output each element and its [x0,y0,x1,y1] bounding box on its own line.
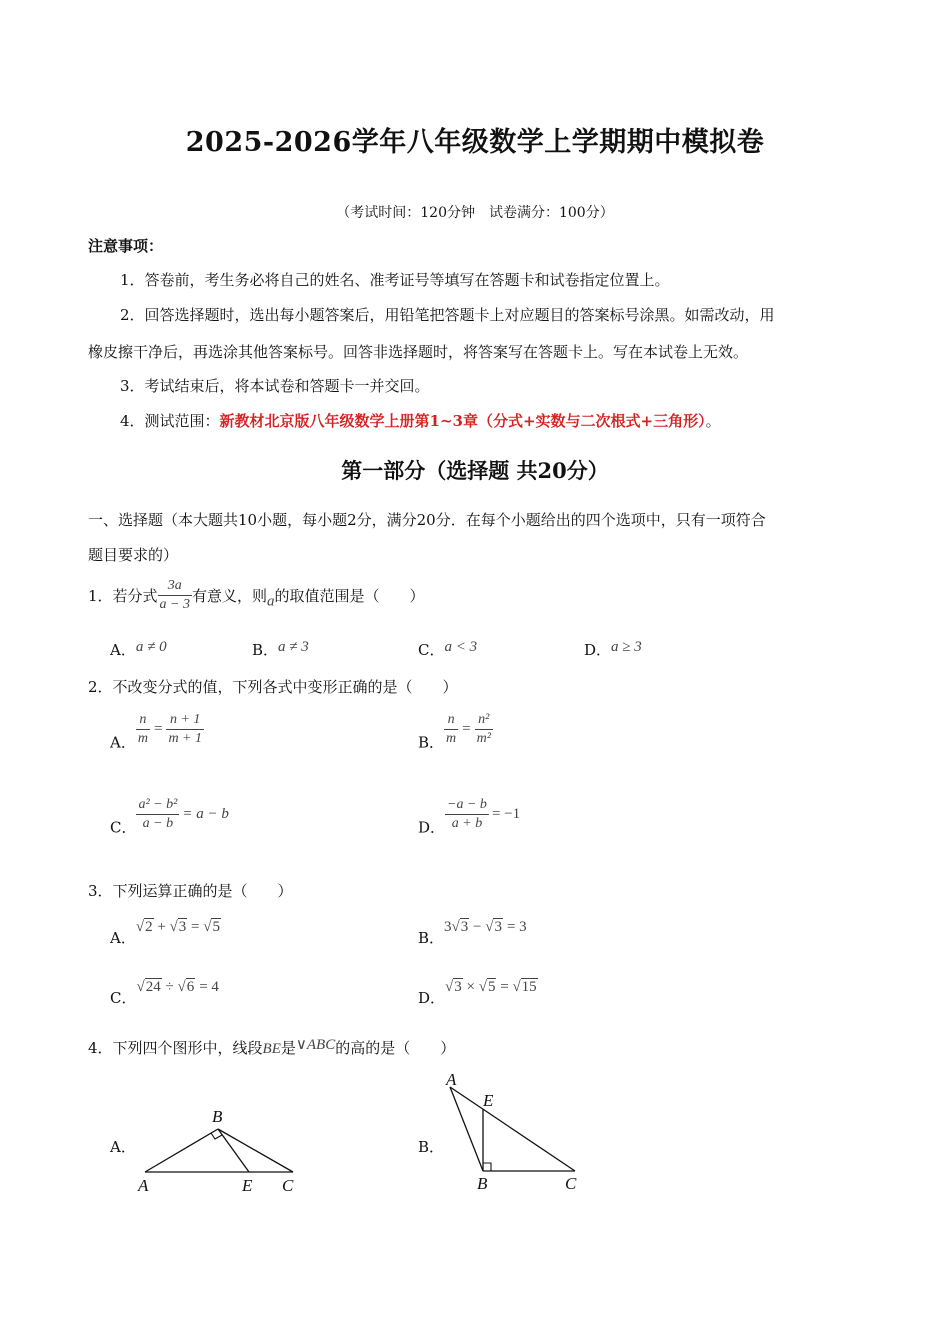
option-label: B． [418,733,445,752]
q1-suffix: 的取值范围是（ ） [274,587,425,605]
denominator: m [446,731,457,746]
option-label: C． [418,641,445,659]
radicand: 24 [145,979,161,995]
option-expr: a ≥ 3 [611,639,642,655]
sqrt: √15 [512,979,537,995]
radicand: 6 [186,979,195,995]
question-2: 2．不改变分式的值，下列各式中变形正确的是（ ） [88,678,458,696]
sqrt: √3 [485,919,502,935]
question-1 [88,577,425,614]
equals-sign: = [153,721,163,737]
exam-info: （考试时间：120分钟 试卷满分：100分） [336,205,614,221]
q2-option-d[interactable] [418,796,520,838]
fraction [475,711,493,748]
radicand: 3 [494,919,502,935]
test-range: 新教材北京版八年级数学上册第1~3章（分式+实数与二次根式+三角形） [219,412,706,430]
q3-option-a[interactable]: A．√2 + √3 = √5 [110,919,220,947]
q4-suffix: 的高的是（ ） [335,1039,456,1057]
option-label: C． [110,818,137,837]
q4-option-b-label: B． [418,1138,445,1156]
option-label: A． [110,733,136,752]
q2-option-c[interactable] [110,796,229,838]
numerator: a² − b² [136,796,179,815]
fraction [445,796,489,833]
notice-item-4-suffix: 。 [705,412,721,430]
q4-option-a-figure[interactable] [130,1100,310,1200]
label-e: E [242,1176,253,1195]
q2-option-a[interactable] [110,711,204,753]
option-label: B． [252,641,279,659]
segment-ab [145,1129,218,1172]
label-a: A [138,1176,149,1195]
sqrt: √3 [445,979,462,995]
numerator: n² [475,711,493,730]
sqrt: √5 [478,979,496,995]
notice-item-2-cont: 橡皮擦干净后，再选涂其他答案标号。回答非选择题时，将答案写在答题卡上。写在本试卷上无效。 [88,343,749,361]
denominator: m [137,731,148,746]
sqrt: √3 [451,919,469,935]
numerator: n [136,711,150,730]
segment-ac [450,1087,575,1171]
rhs: = −1 [491,806,521,822]
sqrt: √6 [177,979,195,995]
option-label: C． [110,989,137,1007]
radicand: 3 [454,979,462,995]
q4-triangle: ∨ABC [295,1037,336,1053]
option-label: A． [110,929,136,947]
denominator: m² [476,731,491,746]
option-expr: a ≠ 3 [278,639,309,655]
section-one-line-1: 一、选择题（本大题共10小题，每小题2分，满分20分．在每个小题给出的四个选项中，只有一项符合 [88,511,766,529]
denominator: m + 1 [168,731,202,746]
notice-item-4-prefix: 4．测试范围： [120,412,220,430]
q1-option-b[interactable] [252,639,309,660]
label-c: C [565,1174,577,1193]
q1-prefix: 1．若分式 [88,587,158,605]
sqrt: √3 [169,919,187,935]
sqrt: √5 [203,919,220,935]
q4-option-b-figure[interactable] [435,1066,595,1196]
equals-sign: = [462,721,471,737]
radicand: 5 [212,919,220,935]
radicand: 15 [521,979,537,995]
label-e: E [483,1091,494,1110]
option-label: D． [418,818,446,837]
notice-heading: 注意事项： [88,237,164,255]
part-one-heading: 第一部分（选择题 共20分） [341,458,609,483]
page-title: 2025-2026学年八年级数学上学期期中模拟卷 [185,127,765,158]
fraction [166,711,204,748]
option-label: B． [418,929,445,947]
numerator: −a − b [445,796,489,815]
q1-mid: 有意义，则 [192,587,268,605]
label-c: C [282,1176,294,1195]
segment-be [218,1129,249,1172]
fraction [444,711,458,748]
q1-var: a [267,593,275,610]
q1-numerator: 3a [158,577,192,596]
option-label: D． [584,641,612,659]
q4-segment: BE [262,1041,281,1057]
option-label: D． [418,989,446,1007]
notice-item-2: 2．回答选择题时，选出每小题答案后，用铅笔把答题卡上对应题目的答案标号涂黑。如需改动，用 [120,306,775,324]
radicand: 3 [178,919,187,935]
question-3: 3．下列运算正确的是（ ） [88,882,293,900]
question-4 [88,1037,455,1058]
q1-option-c[interactable] [418,639,477,660]
rhs: = 3 [506,919,527,935]
q2-option-b[interactable] [418,711,493,753]
sqrt: √24 [136,979,161,995]
option-label: A． [110,641,136,659]
q3-option-c[interactable]: C．√24 ÷ √6 = 4 [110,979,219,1007]
q1-option-d[interactable] [584,639,642,660]
coefficient: 3 [444,919,452,935]
sqrt: √2 [135,919,153,935]
right-angle-mark [211,1133,222,1139]
label-b: B [477,1174,488,1193]
section-one-line-2: 题目要求的） [88,546,179,564]
notice-item-3: 3．考试结束后，将本试卷和答题卡一并交回。 [120,377,430,395]
q4-option-a-label: A． [110,1138,136,1156]
q3-option-d[interactable]: D．√3 × √5 = √15 [418,979,537,1007]
label-a: A [446,1070,457,1089]
radicand: 5 [487,979,496,995]
option-expr: a ≠ 0 [135,639,167,655]
q3-option-b[interactable]: B．3√3 − √3 = 3 [418,919,527,947]
numerator: n + 1 [166,711,204,730]
rhs: = a − b [182,806,229,822]
segment-ab [450,1087,483,1171]
label-b: B [212,1107,223,1126]
numerator: n [444,711,458,730]
fraction [136,711,150,748]
fraction [136,796,179,833]
right-angle-mark [483,1163,491,1171]
option-expr: a < 3 [444,639,478,655]
q1-fraction [158,577,192,614]
notice-item-1: 1．答卷前，考生务必将自己的姓名、准考证号等填写在答题卡和试卷指定位置上。 [120,271,670,289]
segment-bc [218,1129,293,1172]
radicand: 3 [460,919,469,935]
radicand: 2 [145,919,153,935]
denominator: a + b [451,816,483,831]
notice-item-4 [120,411,721,431]
denominator: a − b [142,816,174,831]
q1-option-a[interactable] [110,639,167,660]
rhs: = 4 [199,979,219,995]
q4-prefix: 4．下列四个图形中，线段 [88,1039,263,1057]
q4-mid: 是 [280,1039,296,1057]
q1-denominator: a − 3 [159,597,190,612]
